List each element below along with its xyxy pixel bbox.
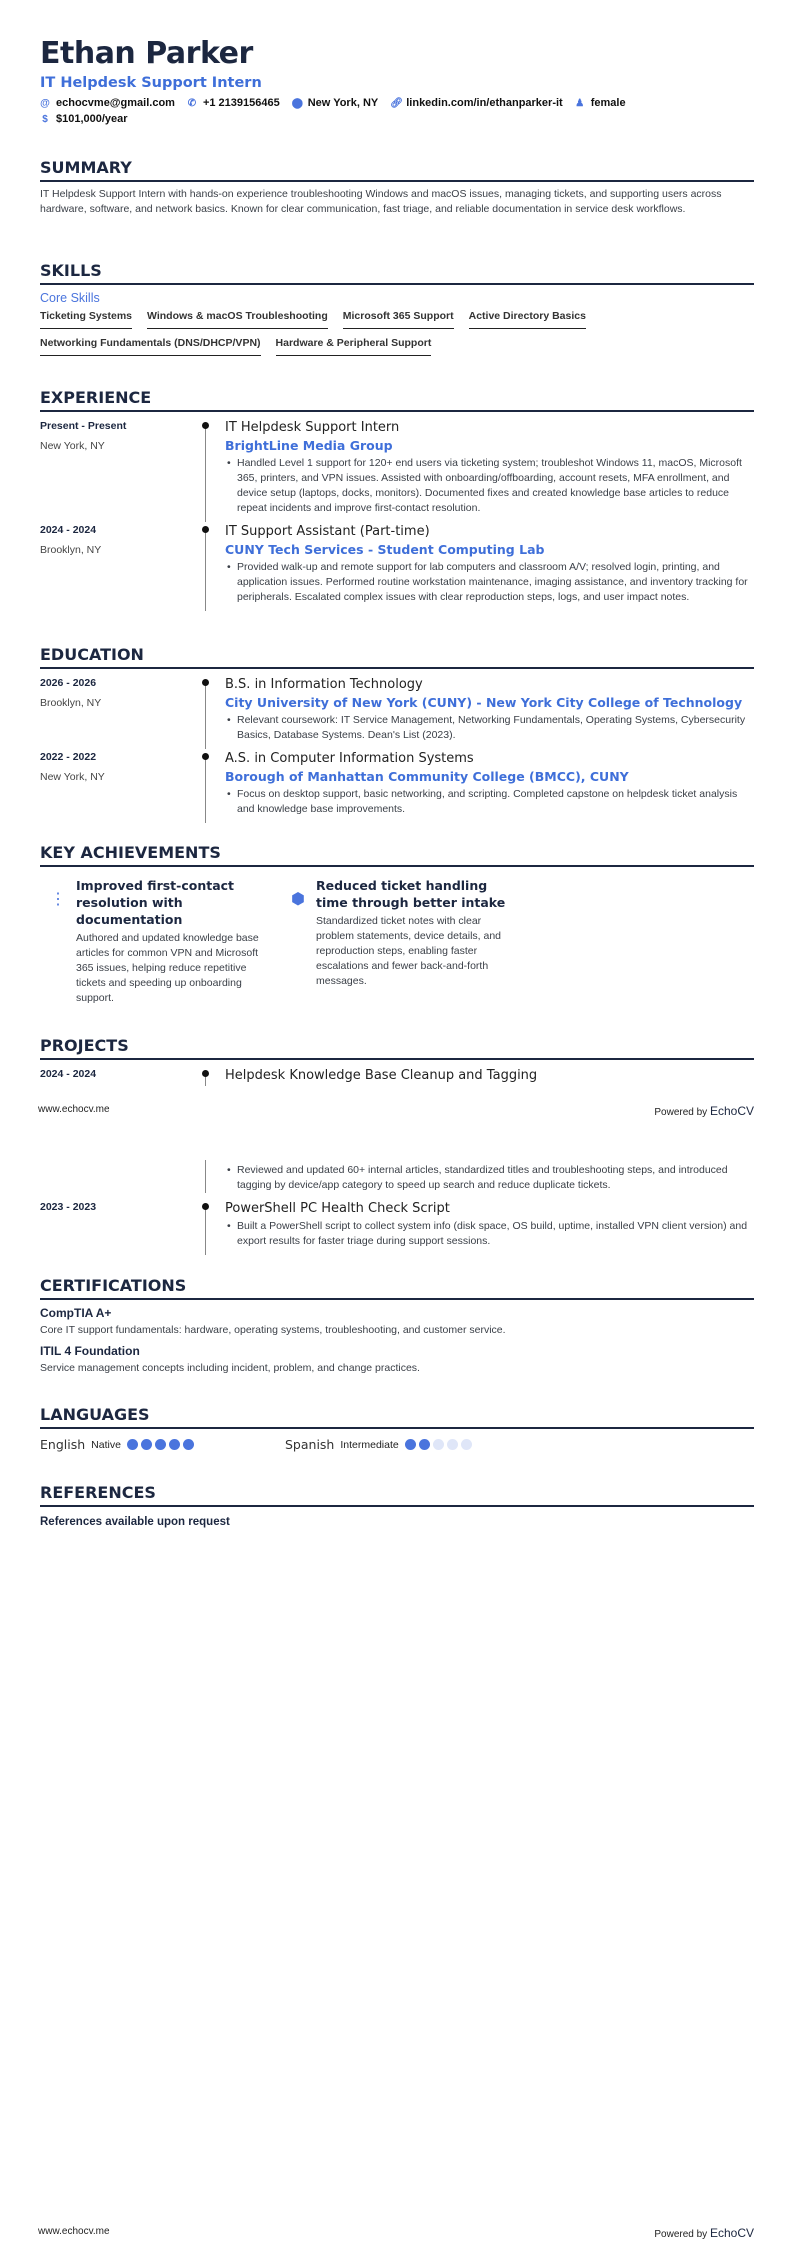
entry-bullet: • Provided walk-up and remote support for lab computers and classroom A/V; resolved login, printing, and application issues. Performed routine workstation maintenance, imaging assistance, and inventory tracking for peripherals. Escalated complex issues with clear reproduction steps, logs, and user impact notes. [225, 560, 754, 605]
entry-org: BrightLine Media Group [225, 438, 393, 453]
section-heading: EXPERIENCE [40, 388, 754, 412]
skill-tag: Active Directory Basics [469, 310, 586, 329]
section-heading: EDUCATION [40, 645, 754, 669]
section-heading: PROJECTS [40, 1036, 754, 1060]
at-icon: @ [40, 97, 50, 109]
link-icon: 🔗︎ [390, 97, 403, 109]
entry-title: IT Support Assistant (Part-time) [225, 524, 430, 539]
achievement-title: Reduced ticket handling time through better intake [316, 878, 506, 910]
language-rating [405, 1439, 472, 1450]
skill-tag: Microsoft 365 Support [343, 310, 454, 329]
section-heading: SUMMARY [40, 158, 754, 182]
footer-site[interactable]: www.echocv.me [38, 2226, 110, 2237]
rating-dot-filled [169, 1439, 180, 1450]
cert-name: CompTIA A+ [40, 1306, 112, 1320]
contact-value: New York, NY [307, 97, 379, 109]
powered-label: Powered by [654, 1107, 708, 1118]
rating-dot-filled [419, 1439, 430, 1450]
entry-location: Brooklyn, NY [40, 697, 102, 709]
timeline-dot [202, 753, 209, 760]
project-entry [40, 1068, 754, 1086]
entry-bullet: • Reviewed and updated 60+ internal articles, standardized titles and troubleshooting steps, and introduced tagging by device/app category to speed up search and reduce duplicate tickets. [225, 1163, 754, 1193]
rating-dot-filled [155, 1439, 166, 1450]
entry-bullet: • Built a PowerShell script to collect system info (disk space, OS build, uptime, installed VPN client version) and export results for faster triage during support sessions. [225, 1219, 754, 1249]
contact-value: +1 2139156465 [202, 97, 280, 109]
entry-date: 2024 - 2024 [40, 1068, 97, 1080]
contact-phone[interactable] [187, 97, 280, 109]
entry-title: IT Helpdesk Support Intern [225, 420, 400, 435]
achievement-item [280, 877, 520, 1006]
certifications-section [40, 1276, 754, 1376]
footer-site[interactable]: www.echocv.me [38, 1104, 110, 1115]
phone-icon: ✆ [187, 97, 197, 109]
skill-tag: Ticketing Systems [40, 310, 132, 329]
timeline-dot [202, 1203, 209, 1210]
contact-gender [575, 97, 626, 109]
timeline-dot [202, 679, 209, 686]
entry-date: 2024 - 2024 [40, 524, 97, 536]
section-heading: REFERENCES [40, 1483, 754, 1507]
entry-title: B.S. in Information Technology [225, 677, 423, 692]
section-heading: CERTIFICATIONS [40, 1276, 754, 1300]
rating-dot-empty [461, 1439, 472, 1450]
language-level: Native [91, 1438, 121, 1451]
resume-header [40, 36, 754, 125]
timeline-dot [202, 1070, 209, 1077]
rating-dot-filled [127, 1439, 138, 1450]
person-icon: ♟ [575, 97, 585, 109]
project-entry [40, 1201, 754, 1249]
section-heading: LANGUAGES [40, 1405, 754, 1429]
contact-value: echocvme@gmail.com [56, 97, 175, 109]
language-level: Intermediate [340, 1438, 399, 1451]
language-rating [127, 1439, 194, 1450]
entry-date: 2023 - 2023 [40, 1201, 97, 1213]
page-footer [38, 1104, 754, 1118]
timeline-line [205, 755, 206, 823]
projects-section [40, 1036, 754, 1086]
achievement-item [40, 877, 280, 1006]
education-entry [40, 751, 754, 817]
skill-group-title: Core Skills [40, 291, 100, 305]
skill-tag: Windows & macOS Troubleshooting [147, 310, 328, 329]
references-text: References available upon request [40, 1516, 230, 1528]
contact-salary [40, 113, 754, 125]
rating-dot-filled [141, 1439, 152, 1450]
entry-bullet: • Handled Level 1 support for 120+ end users via ticketing system; troubleshot Windows 11, macOS, Microsoft 365, printers, and VPN issues. Assisted with onboarding/offboarding, account resets, MFA enrollment, and device setup (laptops, docks, monitors). Documented fixes and created knowledge base articles to reduce repeat incidents and improve first-contact resolution. [225, 456, 754, 516]
entry-title: PowerShell PC Health Check Script [225, 1201, 450, 1216]
page-footer [38, 2226, 754, 2240]
project-entry-continued [40, 1160, 754, 1193]
cert-text: Service management concepts including incident, problem, and change practices. [40, 1362, 420, 1374]
money-icon: $ [42, 113, 48, 125]
brand-logo: EchoCV [709, 1104, 754, 1118]
location-icon: ⬤ [291, 97, 303, 109]
achievement-text: Authored and updated knowledge base articles for common VPN and Microsoft 365 issues, helping reduce repetitive tickets and speeding up onboarding support. [76, 932, 259, 1004]
footer-powered [654, 1104, 754, 1118]
entry-date: Present - Present [40, 420, 127, 432]
section-heading: SKILLS [40, 261, 754, 285]
experience-entry [40, 420, 754, 516]
contact-value: female [590, 97, 626, 109]
contact-location [292, 97, 379, 109]
contact-value: $101,000/year [56, 113, 128, 125]
job-title: IT Helpdesk Support Intern [40, 75, 262, 91]
skill-tag: Networking Fundamentals (DNS/DHCP/VPN) [40, 337, 261, 356]
cert-name: ITIL 4 Foundation [40, 1344, 140, 1358]
language-item [40, 1437, 285, 1452]
brand-logo: EchoCV [709, 2226, 754, 2240]
achievement-title: Improved first-contact resolution with documentation [76, 878, 235, 927]
timeline-dot [202, 422, 209, 429]
dots-icon: ⋮ [50, 891, 66, 908]
summary-text: IT Helpdesk Support Intern with hands-on experience troubleshooting Windows and macOS issues, managing tickets, and supporting users across hardware, software, and network basics. Known for clear communication, fast triage, and reliable documentation in service desk workflows. [40, 188, 722, 215]
contact-value: linkedin.com/in/ethanparker-it [406, 97, 563, 109]
languages-section [40, 1405, 754, 1452]
entry-title: A.S. in Computer Information Systems [225, 751, 474, 766]
rating-dot-filled [183, 1439, 194, 1450]
rating-dot-filled [405, 1439, 416, 1450]
entry-location: New York, NY [40, 440, 105, 452]
entry-title: Helpdesk Knowledge Base Cleanup and Tagging [225, 1068, 538, 1083]
rating-dot-empty [447, 1439, 458, 1450]
timeline-line [205, 1205, 206, 1255]
cert-text: Core IT support fundamentals: hardware, operating systems, troubleshooting, and customer service. [40, 1324, 506, 1336]
language-name: English [40, 1437, 86, 1452]
entry-date: 2022 - 2022 [40, 751, 97, 763]
language-name: Spanish [285, 1437, 335, 1452]
experience-entry [40, 524, 754, 605]
footer-powered [654, 2226, 754, 2240]
language-item [285, 1437, 530, 1452]
rating-dot-empty [433, 1439, 444, 1450]
entry-org: City University of New York (CUNY) - New York City College of Technology [225, 695, 743, 710]
timeline-line [205, 681, 206, 749]
education-section [40, 645, 754, 817]
entry-bullet: • Focus on desktop support, basic networking, and scripting. Completed capstone on helpdesk ticket analysis and knowledge base improvements. [225, 787, 754, 817]
summary-section [40, 158, 754, 217]
contact-list [40, 97, 754, 125]
projects-continued [40, 1160, 754, 1249]
achievements-section [40, 843, 754, 1006]
education-entry [40, 677, 754, 743]
contact-linkedin[interactable] [390, 97, 562, 109]
entry-org: Borough of Manhattan Community College (BMCC), CUNY [225, 769, 629, 784]
skills-section [40, 261, 754, 356]
entry-location: New York, NY [40, 771, 105, 783]
timeline-dot [202, 526, 209, 533]
references-section [40, 1483, 754, 1528]
timeline-line [205, 528, 206, 611]
entry-bullet: • Relevant coursework: IT Service Management, Networking Fundamentals, Operating Systems, Cybersecurity Basics, Database Systems. Dean's List (2023). [225, 713, 754, 743]
experience-section [40, 388, 754, 605]
skill-tag: Hardware & Peripheral Support [276, 337, 432, 356]
entry-org: CUNY Tech Services - Student Computing Lab [225, 542, 545, 557]
timeline-line [205, 424, 206, 522]
entry-location: Brooklyn, NY [40, 544, 102, 556]
section-heading: KEY ACHIEVEMENTS [40, 843, 754, 867]
cube-icon: ⬢ [291, 891, 305, 908]
achievement-text: Standardized ticket notes with clear problem statements, device details, and reproduction steps, enabling faster escalations and fewer back-and-forth messages. [316, 915, 502, 987]
skill-list [40, 310, 754, 356]
entry-date: 2026 - 2026 [40, 677, 97, 689]
powered-label: Powered by [654, 2229, 708, 2240]
timeline-line [205, 1160, 206, 1193]
candidate-name: Ethan Parker [40, 36, 253, 71]
contact-email[interactable] [40, 97, 175, 109]
